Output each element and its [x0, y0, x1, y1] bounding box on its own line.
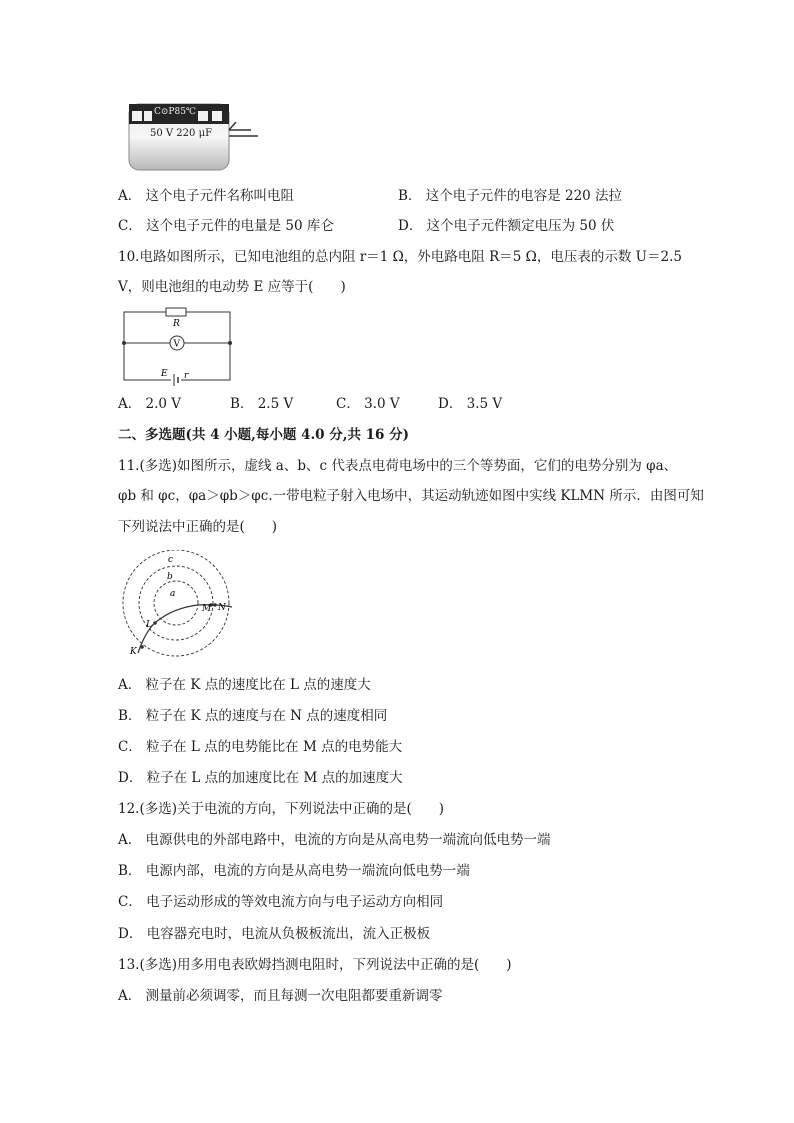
circuit-label-r-resistor: R [173, 319, 180, 329]
capacitor-label: 50 V 220 μF [150, 128, 213, 139]
q10-option-c: C． 3.0 V [336, 396, 400, 412]
capacitor-image [126, 100, 261, 175]
q10-option-a: A． 2.0 V [118, 396, 182, 412]
q11-stem-line1: 11.(多选)如图所示，虚线 a、b、c 代表点电荷电场中的三个等势面，它们的电势分别为 φa、 [118, 458, 678, 474]
q13-stem: 13.(多选)用多用电表欧姆挡测电阻时，下列说法中正确的是( ) [118, 957, 512, 973]
fig-label-k: K [130, 647, 137, 657]
q12-option-b: B． 电源内部，电流的方向是从高电势一端流向低电势一端 [118, 863, 470, 879]
q12-option-d: D． 电容器充电时，电流从负极板流出，流入正极板 [118, 926, 431, 942]
q10-circuit-diagram [118, 306, 238, 386]
circuit-voltmeter-label: V [173, 339, 180, 350]
q9-option-a: A． 这个电子元件名称叫电阻 [118, 188, 295, 204]
q11-stem-line2: φb 和 φc，φa＞φb＞φc.一带电粒子射入电场中，其运动轨迹如图中实线 KLMN 所示．由图可知 [118, 488, 704, 504]
q10-stem-line1: 10.电路如图所示，已知电池组的总内阻 r＝1 Ω，外电路电阻 R＝5 Ω，电压表的示数 U＝2.5 [118, 249, 682, 265]
q9-option-b: B． 这个电子元件的电容是 220 法拉 [398, 188, 623, 204]
q12-stem: 12.(多选)关于电流的方向，下列说法中正确的是( ) [118, 801, 445, 817]
fig-label-l: L [146, 620, 152, 630]
q9-option-c: C． 这个电子元件的电量是 50 库仑 [118, 218, 334, 234]
fig-label-a: a [170, 589, 176, 599]
q13-option-a: A． 测量前必须调零，而且每测一次电阻都要重新调零 [118, 988, 443, 1004]
q11-stem-line3: 下列说法中正确的是( ) [118, 519, 278, 535]
q12-option-c: C． 电子运动形成的等效电流方向与电子运动方向相同 [118, 894, 444, 910]
q11-option-c: C． 粒子在 L 点的电势能比在 M 点的电势能大 [118, 739, 403, 755]
q11-option-b: B． 粒子在 K 点的速度与在 N 点的速度相同 [118, 708, 388, 724]
section2-title: 二、多选题(共 4 小题,每小题 4.0 分,共 16 分) [118, 427, 410, 443]
fig-label-b: b [167, 572, 173, 582]
q10-option-d: D． 3.5 V [438, 396, 503, 412]
capacitor-top-text: C⊙P85℃ [154, 107, 197, 117]
circuit-label-e: E [161, 369, 168, 379]
fig-label-c: c [168, 555, 174, 565]
q9-option-d: D． 这个电子元件额定电压为 50 伏 [398, 218, 615, 234]
fig-label-n: N [218, 603, 226, 613]
circuit-label-r-internal: r [184, 371, 189, 381]
q10-option-b: B． 2.5 V [230, 396, 294, 412]
q11-equipotential-figure [118, 550, 243, 660]
q10-stem-line2: V，则电池组的电动势 E 应等于( ) [118, 279, 346, 295]
fig-label-m: M [202, 604, 212, 614]
q12-option-a: A． 电源供电的外部电路中，电流的方向是从高电势一端流向低电势一端 [118, 832, 551, 848]
q11-option-a: A． 粒子在 K 点的速度比在 L 点的速度大 [118, 677, 371, 693]
q11-option-d: D． 粒子在 L 点的加速度比在 M 点的加速度大 [118, 770, 403, 786]
